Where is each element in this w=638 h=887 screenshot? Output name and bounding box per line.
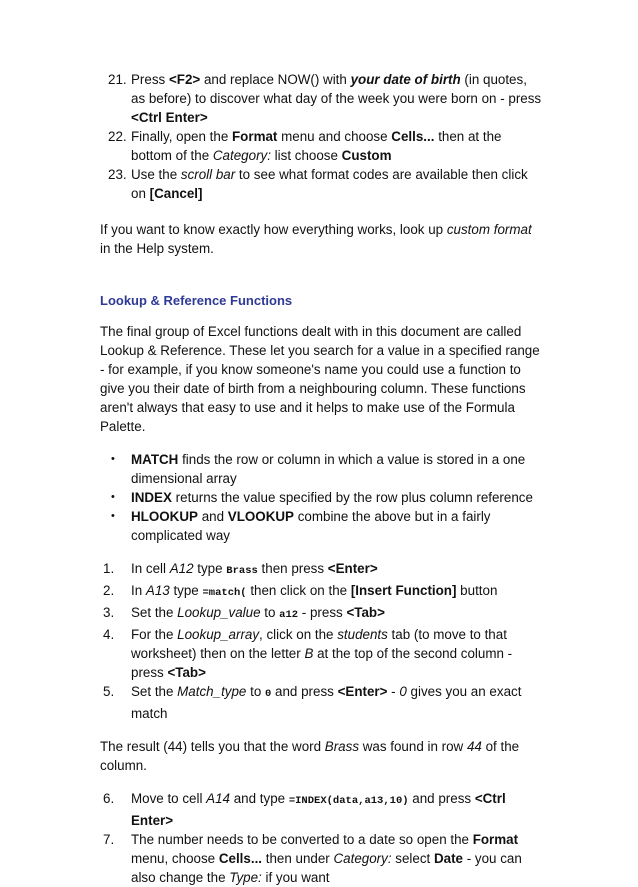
text-run: For the xyxy=(131,627,178,642)
text-run: menu, choose xyxy=(131,851,219,866)
list-item xyxy=(100,165,542,203)
text-run: Lookup_value xyxy=(177,605,261,620)
text-run: Cells... xyxy=(218,851,263,866)
bullet-marker: • xyxy=(111,491,115,503)
text-run: Press xyxy=(131,72,169,87)
text-run: tab (to move to that worksheet) then on the letter xyxy=(131,627,507,661)
lookup-intro-paragraph xyxy=(100,322,542,436)
text-run: Set the xyxy=(131,605,178,620)
item-text xyxy=(131,684,521,721)
text-run: Custom xyxy=(341,148,392,163)
result-paragraph xyxy=(100,737,542,775)
item-text xyxy=(131,791,506,828)
text-run: custom format xyxy=(446,222,532,237)
text-run: finds the row or column in which a value is stored in a one dimensional array xyxy=(131,452,526,486)
text-run: Use the xyxy=(131,167,181,182)
text-run: Cells... xyxy=(391,129,435,144)
step-number: 7. xyxy=(103,832,115,847)
bullet-item xyxy=(100,507,542,545)
step-number: 4. xyxy=(103,627,115,642)
text-run: The number needs to be converted to a date so open the xyxy=(131,832,473,847)
text-run: <Tab> xyxy=(346,605,385,620)
text-run: HLOOKUP xyxy=(131,509,198,524)
text-run: combine the above but in a fairly complicated way xyxy=(131,509,491,543)
text-run: A13 xyxy=(145,583,170,598)
text-run: to see what format codes are available then click on xyxy=(131,167,528,201)
list-item xyxy=(100,70,542,127)
item-text xyxy=(131,561,378,576)
item-text xyxy=(131,72,541,125)
list-item xyxy=(100,603,542,625)
item-text xyxy=(131,167,528,201)
bullet-item xyxy=(100,488,542,507)
text-run: if you want xyxy=(261,870,330,885)
text-run: MATCH xyxy=(131,452,179,467)
item-text xyxy=(131,490,533,505)
item-text xyxy=(131,452,525,486)
item-text xyxy=(131,832,522,885)
list-item xyxy=(100,127,542,165)
text-run: <Ctrl Enter> xyxy=(131,791,506,828)
text-run: scroll bar xyxy=(180,167,236,182)
list-item xyxy=(100,559,542,581)
text-run: and press xyxy=(408,791,475,806)
item-text xyxy=(131,627,512,680)
text-run: Format xyxy=(472,832,519,847)
item-text xyxy=(131,129,501,163)
text-run: A12 xyxy=(169,561,194,576)
text-run: at the top of the second column - press xyxy=(131,646,513,680)
list-item xyxy=(100,830,542,887)
text-run: of the column. xyxy=(100,739,520,773)
list-item xyxy=(100,789,542,830)
text-run: If you want to know exactly how everything works, look up xyxy=(100,222,447,237)
text-run: INDEX xyxy=(131,490,172,505)
text-run: then under xyxy=(262,851,334,866)
steps-list-match xyxy=(100,559,542,723)
text-run: <Enter> xyxy=(327,561,378,576)
text-run: The final group of Excel functions dealt with in this document are called Lookup & Reference. These let you search for a value in a specified range - for example, if you know someone's name you could use a function to give you their date of birth from a neighbouring column. These functions aren't always that easy to use and it helps to make use of the Formula Palette. xyxy=(100,324,540,434)
bullet-item xyxy=(100,450,542,488)
item-text xyxy=(131,509,491,543)
text-run: [Cancel] xyxy=(149,186,203,201)
text-run: to xyxy=(260,605,280,620)
text-run: Format xyxy=(232,129,278,144)
text-run: your date of birth xyxy=(350,72,461,87)
text-run: Category: xyxy=(333,851,392,866)
item-text xyxy=(131,605,385,620)
text-run: Set the xyxy=(131,684,178,699)
list-item xyxy=(100,625,542,682)
text-run: VLOOKUP xyxy=(227,509,294,524)
code-text: =INDEX(data,a13,10) xyxy=(288,795,409,807)
text-run: <Tab> xyxy=(167,665,206,680)
steps-list-top xyxy=(100,70,542,203)
text-run: then press xyxy=(257,561,328,576)
step-number: 6. xyxy=(103,791,115,806)
text-run: The result (44) tells you that the word xyxy=(100,739,325,754)
custom-format-paragraph xyxy=(100,220,542,258)
text-run: Lookup_array xyxy=(177,627,260,642)
list-item xyxy=(100,581,542,603)
text-run: , click on the xyxy=(259,627,338,642)
text-run: type xyxy=(193,561,227,576)
list-item xyxy=(100,682,542,723)
text-run: gives you an exact match xyxy=(131,684,522,721)
text-run: Date xyxy=(433,851,464,866)
text-run: [Insert Function] xyxy=(350,583,457,598)
text-run: Match_type xyxy=(177,684,247,699)
bullet-marker: • xyxy=(111,453,115,465)
text-run: - you can also change the xyxy=(131,851,522,885)
text-run: Finally, open the xyxy=(131,129,232,144)
step-number: 3. xyxy=(103,605,115,620)
text-run: then click on the xyxy=(246,583,351,598)
text-run: to xyxy=(246,684,265,699)
text-run: In cell xyxy=(131,561,170,576)
step-number: 21. xyxy=(108,72,127,87)
text-run: menu and choose xyxy=(277,129,392,144)
text-run: and replace NOW() with xyxy=(200,72,351,87)
text-run: and press xyxy=(271,684,338,699)
step-number: 2. xyxy=(103,583,115,598)
text-run: Type: xyxy=(229,870,262,885)
text-run: returns the value specified by the row plus column reference xyxy=(171,490,533,505)
text-run: in the Help system. xyxy=(100,241,214,256)
step-number: 5. xyxy=(103,684,115,699)
code-text: a12 xyxy=(279,609,299,621)
step-number: 1. xyxy=(103,561,115,576)
text-run: type xyxy=(169,583,203,598)
step-number: 22. xyxy=(108,129,127,144)
text-run: Move to cell xyxy=(131,791,207,806)
text-run: <F2> xyxy=(168,72,201,87)
text-run: then at the bottom of the xyxy=(131,129,502,163)
section-heading-lookup: Lookup & Reference Functions xyxy=(100,293,293,308)
text-run: Brass xyxy=(324,739,360,754)
text-run: button xyxy=(456,583,498,598)
code-text: 0 xyxy=(265,688,272,700)
text-run: students xyxy=(337,627,388,642)
bullet-marker: • xyxy=(111,510,115,522)
steps-list-index xyxy=(100,789,542,887)
text-run: <Ctrl Enter> xyxy=(131,110,208,125)
text-run: - press xyxy=(298,605,347,620)
text-run: Category: xyxy=(212,148,271,163)
text-run: B xyxy=(304,646,314,661)
text-run: <Enter> xyxy=(337,684,388,699)
text-run: A14 xyxy=(206,791,230,806)
item-text xyxy=(131,583,497,598)
step-number: 23. xyxy=(108,167,127,182)
text-run: and xyxy=(197,509,228,524)
functions-bullet-list xyxy=(100,450,542,545)
text-run: select xyxy=(391,851,434,866)
text-run: and type xyxy=(230,791,289,806)
text-run: In xyxy=(131,583,146,598)
code-text: =match( xyxy=(202,587,247,599)
text-run: 44 xyxy=(466,739,482,754)
text-run: (in quotes, as before) to discover what day of the week you were born on - press xyxy=(131,72,542,106)
code-text: Brass xyxy=(226,565,258,577)
text-run: list choose xyxy=(270,148,342,163)
text-run: - xyxy=(387,684,400,699)
text-run: was found in row xyxy=(359,739,467,754)
text-run: 0 xyxy=(399,684,407,699)
